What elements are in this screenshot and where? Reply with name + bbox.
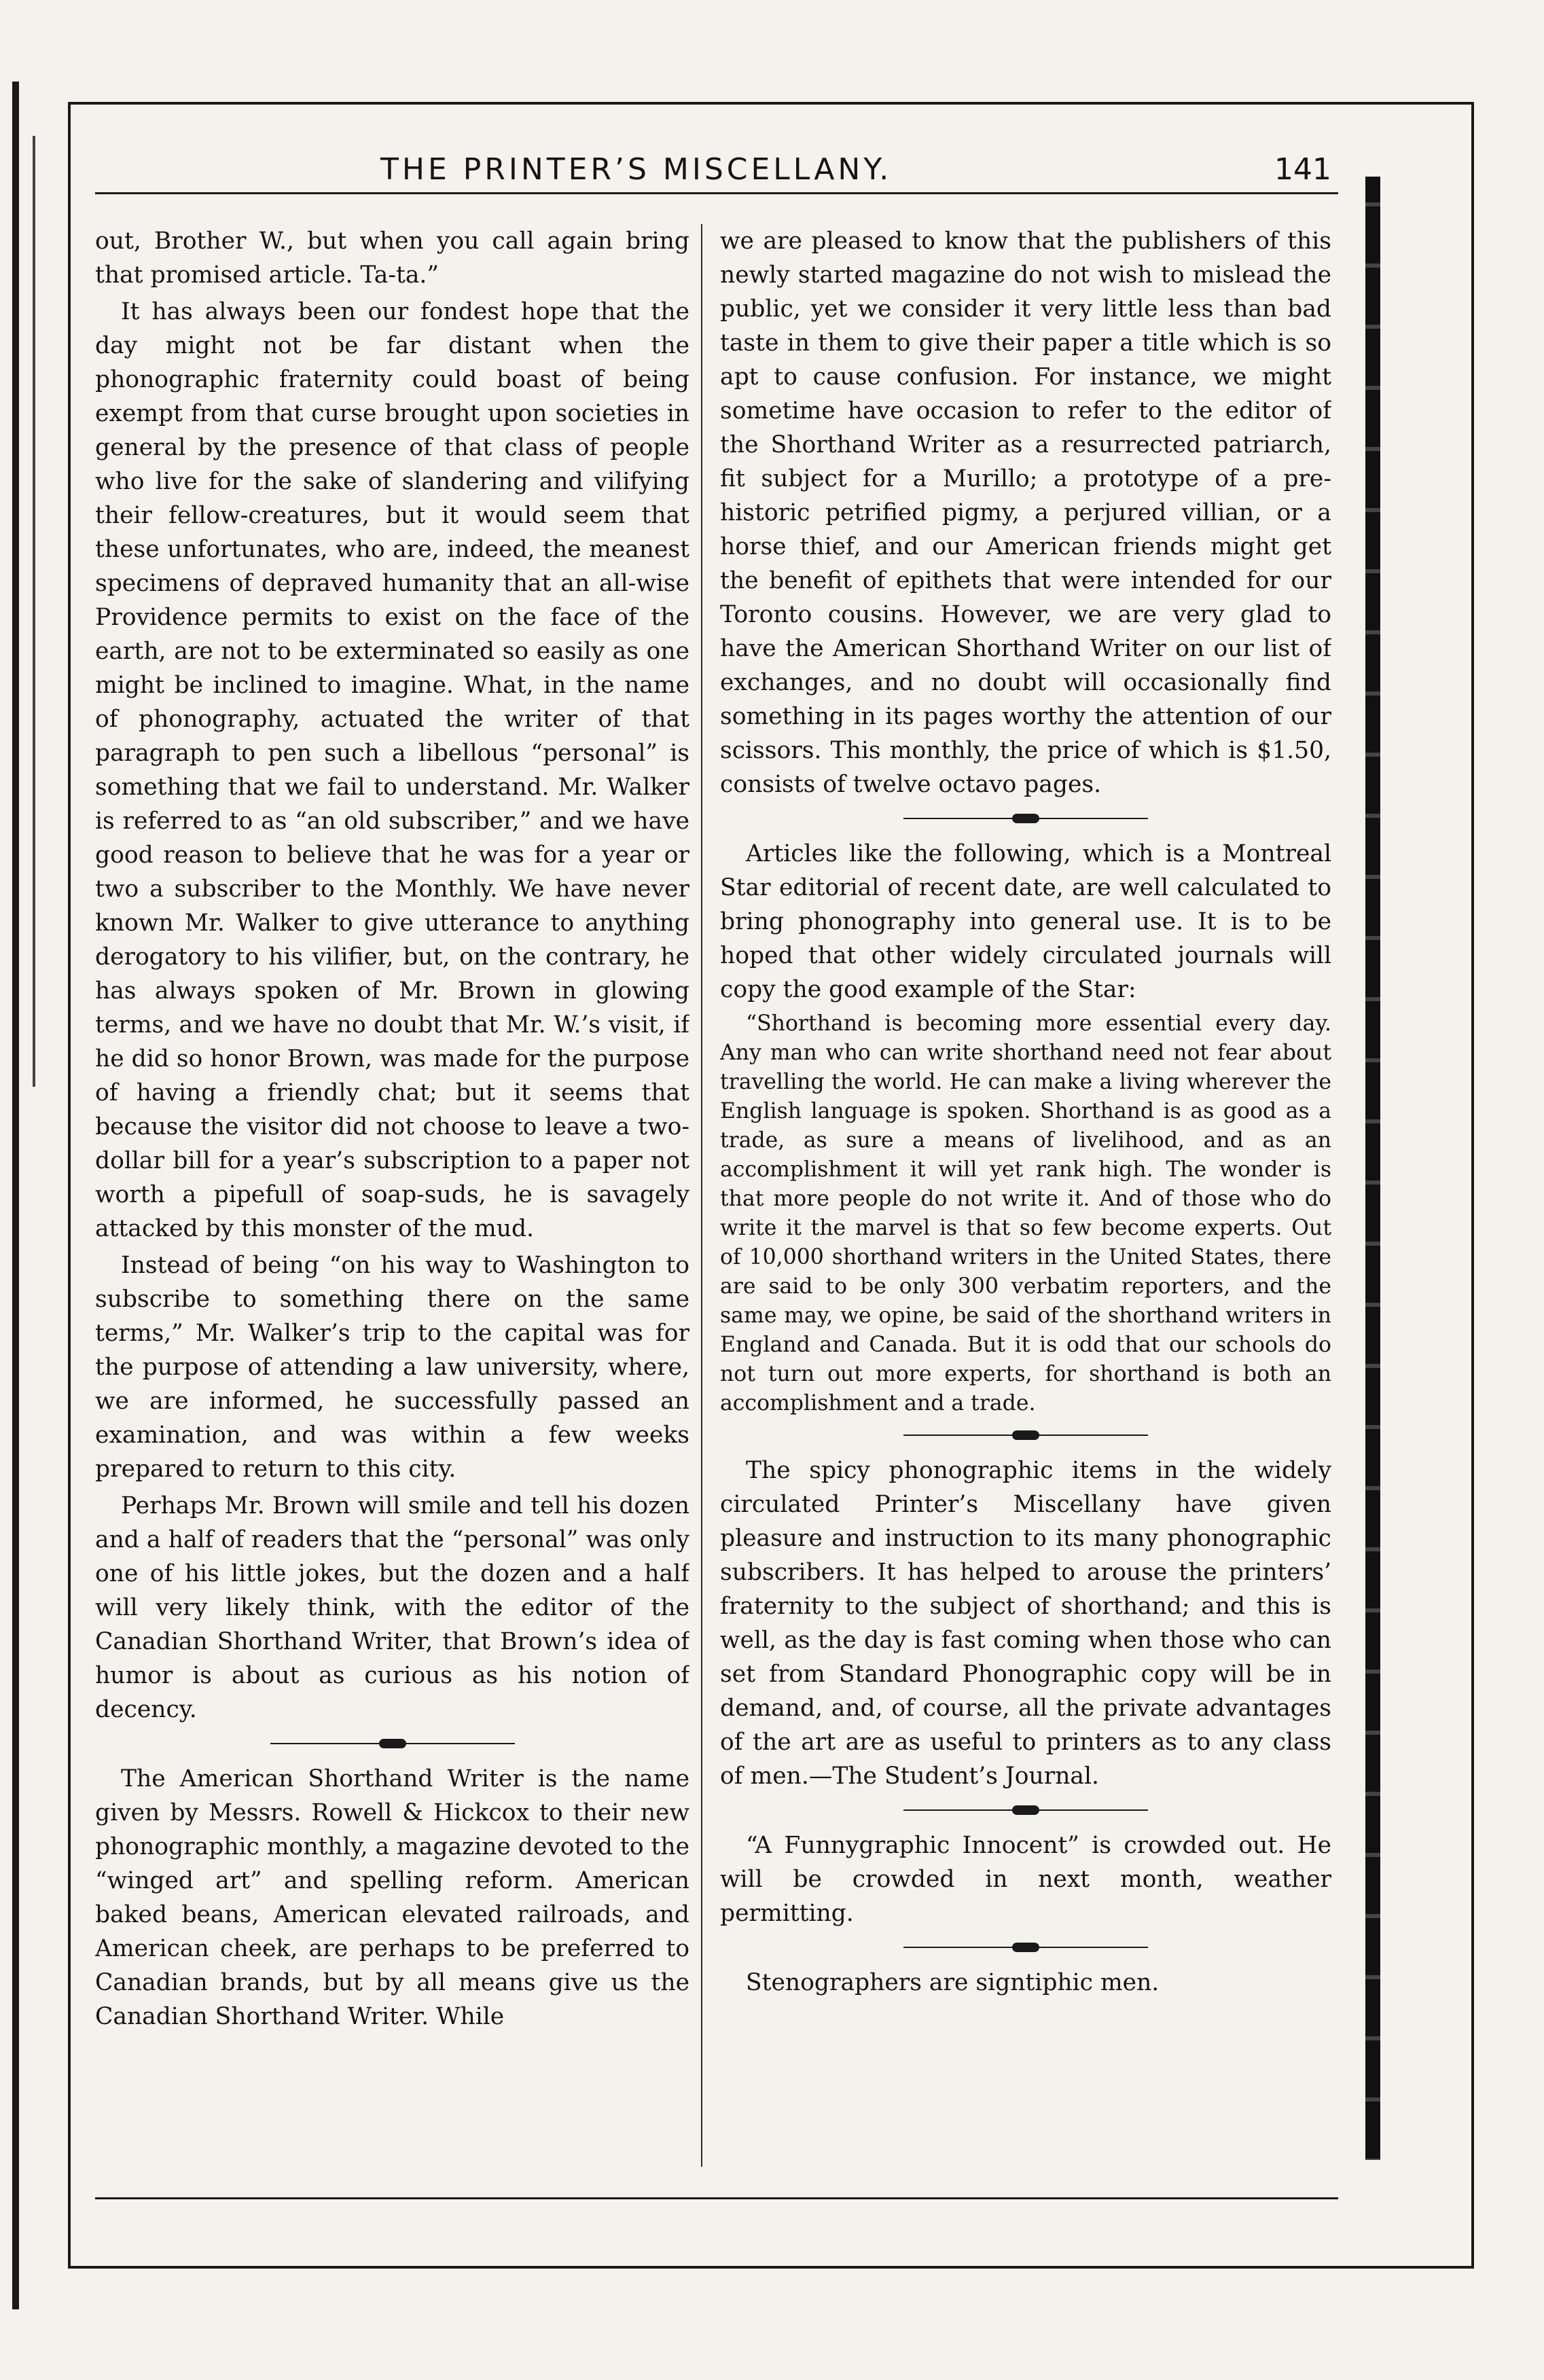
page-edge-left [12,82,19,2309]
left-paragraph-2: It has always been our fondest hope that the day might not be far distant when the phonographic fraternity could boast of being exempt from that curse brought upon societies in general by the presence of that class of people who live for the sake of slandering and vilifying their fellow-creatures, but it would seem that these unfortunates, who are, indeed, the meanest specimens of depraved humanity that an all-wise Providence permits to exist on the face of the earth, are not to be exterminated so easily as one might be inclined to imagine. What, in the name of phonography, actuated the writer of that paragraph to pen such a libellous “personal” is something that we fail to understand. Mr. Walker is referred to as “an old subscriber,” and we have good reason to believe that he was for a year or two a subscriber to the Monthly. We have never known Mr. Walker to give utterance to anything derogatory to his vilifier, but, on the contrary, he has always spoken of Mr. Brown in glowing terms, and we have no doubt that Mr. W.’s visit, if he did so honor Brown, was made for the purpose of having a friendly chat; but it seems that because the visitor did not choose to leave a two-dollar bill for a year’s subscription to a paper not worth a pipefull of soap-suds, he is savagely attacked by this monster of the mud. [95,298,689,1242]
left-paragraph-4: Perhaps Mr. Brown will smile and tell his dozen and a half of readers that the “personal” was only one of his little jokes, but the dozen and a half will very likely think, with the editor of the Canadian Shorthand Writer, that Brown’s idea of humor is about as curious as his notion of decency. [95,1492,689,1723]
page-header [95,139,1338,194]
page-number: 141 [1274,152,1331,187]
left-paragraph-1: out, Brother W., but when you call again bring that promised article. Ta-ta.” [95,228,689,289]
section-divider [270,1740,515,1747]
right-paragraph-1: we are pleased to know that the publishers of this newly started magazine do not wish to mislead the public, yet we consider it very little less than bad taste in them to give their paper a title which is so apt to cause confusion. For instance, we might sometime have occasion to refer to the editor of the Shorthand Writer as a resurrected patriarch, fit subject for a Murillo; a prototype of a pre-historic petrified pigmy, a perjured villian, or a horse thief, and our American friends might get the benefit of epithets that were intended for our Toronto cousins. However, we are very glad to have the American Shorthand Writer on our list of exchanges, and no doubt will occasionally find something in its pages worthy the attention of our scissors. This monthly, the price of which is $1.50, consists of twelve octavo pages. [720,228,1331,798]
section-divider [903,815,1148,822]
right-paragraph-3: The spicy phonographic items in the widely circulated Printer’s Miscellany have given pleasure and instruction to its many phonographic subscribers. It has helped to arouse the printers’ fraternity to the subject of shorthand; and this is well, as the day is fast coming when those who can set from Standard Phonographic copy will be in demand, and, of course, all the private advantages of the art are as useful to printers as to any class of men.—The Student’s Journal. [720,1457,1331,1790]
page-edge-left-inner [33,136,35,1087]
column-rule [701,224,702,2167]
right-paragraph-4: “A Funnygraphic Innocent” is crowded out. He will be crowded in next month, weather permitting. [720,1832,1331,1927]
star-quotation: “Shorthand is becoming more essential every day. Any man who can write shorthand need not fear about travelling the world. He can make a living wherever the English language is spoken. Shorthand is as good as a trade, as sure a means of livelihood, and as an accomplishment it will yet rank high. The wonder is that more people do not write it. And of those who do write it the marvel is that so few become experts. Out of 10,000 shorthand writers in the United States, there are said to be only 300 verbatim reporters, and the same may, we opine, be said of the shorthand writers in England and Canada. But it is odd that our schools do not turn out more experts, for shorthand is both an accomplishment and a trade. [720,1011,1331,1416]
left-column [95,224,689,2160]
section-divider [903,1944,1148,1951]
section-divider [903,1432,1148,1439]
right-paragraph-2: Articles like the following, which is a Montreal Star editorial of recent date, are well calculated to bring phonography into general use. It is to be hoped that other widely circulated journals will copy the good example of the Star: [720,840,1331,1003]
right-paragraph-5: Stenographers are signtiphic men. [746,1969,1160,1996]
left-paragraph-3: Instead of being “on his way to Washington to subscribe to something there on the same terms,” Mr. Walker’s trip to the capital was for the purpose of attending a law university, where, we are informed, he successfully passed an examination, and was within a few weeks prepared to return to this city. [95,1252,689,1483]
left-paragraph-5: The American Shorthand Writer is the name given by Messrs. Rowell & Hickcox to their new phonographic monthly, a magazine devoted to the “winged art” and spelling reform. American baked beans, American elevated railroads, and American cheek, are perhaps to be preferred to Canadian brands, but by all means give us the Canadian Shorthand Writer. While [95,1765,689,2030]
binding-edge-right [1365,177,1380,2160]
running-title: THE PRINTER’S MISCELLANY. [380,152,893,187]
bottom-rule [95,2197,1338,2199]
section-divider [903,1807,1148,1814]
right-column [720,224,1331,2160]
